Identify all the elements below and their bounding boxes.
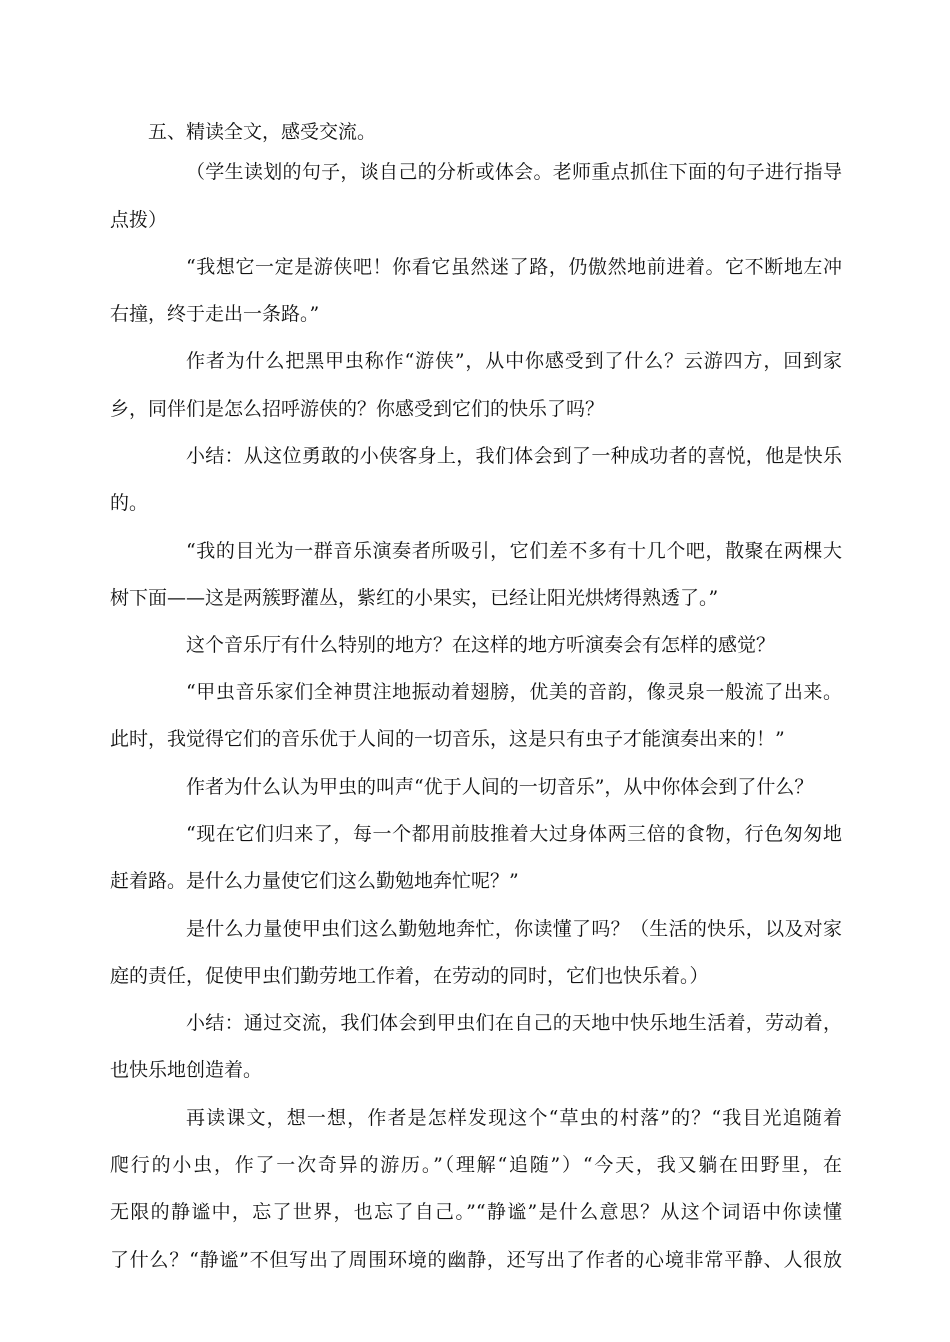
paragraph-line: 点拨） — [110, 209, 168, 231]
paragraph-line: 右撞，终于走出一条路。” — [110, 303, 320, 325]
paragraph-line: “甲虫音乐家们全神贯注地振动着翅膀，优美的音韵，像灵泉一般流了出来。 — [186, 681, 842, 703]
paragraph-line: “我的目光为一群音乐演奏者所吸引，它们差不多有十几个吧，散聚在两棵大 — [186, 540, 842, 562]
paragraph-line: 这个音乐厅有什么特别的地方？在这样的地方听演奏会有怎样的感觉？ — [186, 634, 776, 656]
paragraph-line: （学生读划的句子，谈自己的分析或体会。老师重点抓住下面的句子进行指导 — [186, 161, 842, 183]
paragraph-line: 了什么？“静谧”不但写出了周围环境的幽静，还写出了作者的心境非常平静、人很放 — [110, 1249, 842, 1271]
section-heading: 五、精读全文，感受交流。 — [148, 121, 377, 143]
paragraph-line: “我想它一定是游侠吧！你看它虽然迷了路，仍傲然地前进着。它不断地左冲 — [186, 256, 842, 278]
paragraph-line: 小结：通过交流，我们体会到甲虫们在自己的天地中快乐地生活着，劳动着， — [186, 1012, 842, 1034]
paragraph-line: 无限的静谧中，忘了世界，也忘了自己。”“静谧”是什么意思？从这个词语中你读懂 — [110, 1201, 842, 1223]
paragraph-line: 乡，同伴们是怎么招呼游侠的？你感受到它们的快乐了吗？ — [110, 398, 605, 420]
paragraph-line: 再读课文，想一想，作者是怎样发现这个“草虫的村落”的？“我目光追随着 — [186, 1107, 842, 1129]
paragraph-line: 树下面——这是两簇野灌丛，紫红的小果实，已经让阳光烘烤得熟透了。” — [110, 587, 719, 609]
paragraph-line: 此时，我觉得它们的音乐优于人间的一切音乐，这是只有虫子才能演奏出来的！” — [110, 728, 785, 750]
paragraph-line: 也快乐地创造着。 — [110, 1059, 263, 1081]
paragraph-line: 爬行的小虫，作了一次奇异的游历。”（理解“追随”）“今天，我又躺在田野里，在 — [110, 1154, 842, 1176]
paragraph-line: 赶着路。是什么力量使它们这么勤勉地奔忙呢？” — [110, 870, 519, 892]
paragraph-line: 庭的责任，促使甲虫们勤劳地工作着，在劳动的同时，它们也快乐着。） — [110, 965, 709, 987]
paragraph-line: “现在它们归来了，每一个都用前肢推着大过身体两三倍的食物，行色匆匆地 — [186, 823, 842, 845]
paragraph-line: 是什么力量使甲虫们这么勤勉地奔忙，你读懂了吗？（生活的快乐，以及对家 — [186, 918, 842, 940]
paragraph-line: 小结：从这位勇敢的小侠客身上，我们体会到了一种成功者的喜悦，他是快乐 — [186, 445, 842, 467]
paragraph-line: 的。 — [110, 492, 149, 514]
paragraph-line: 作者为什么把黑甲虫称作“游侠”，从中你感受到了什么？云游四方，回到家 — [186, 350, 842, 372]
paragraph-line: 作者为什么认为甲虫的叫声“优于人间的一切音乐”，从中你体会到了什么？ — [186, 776, 814, 798]
